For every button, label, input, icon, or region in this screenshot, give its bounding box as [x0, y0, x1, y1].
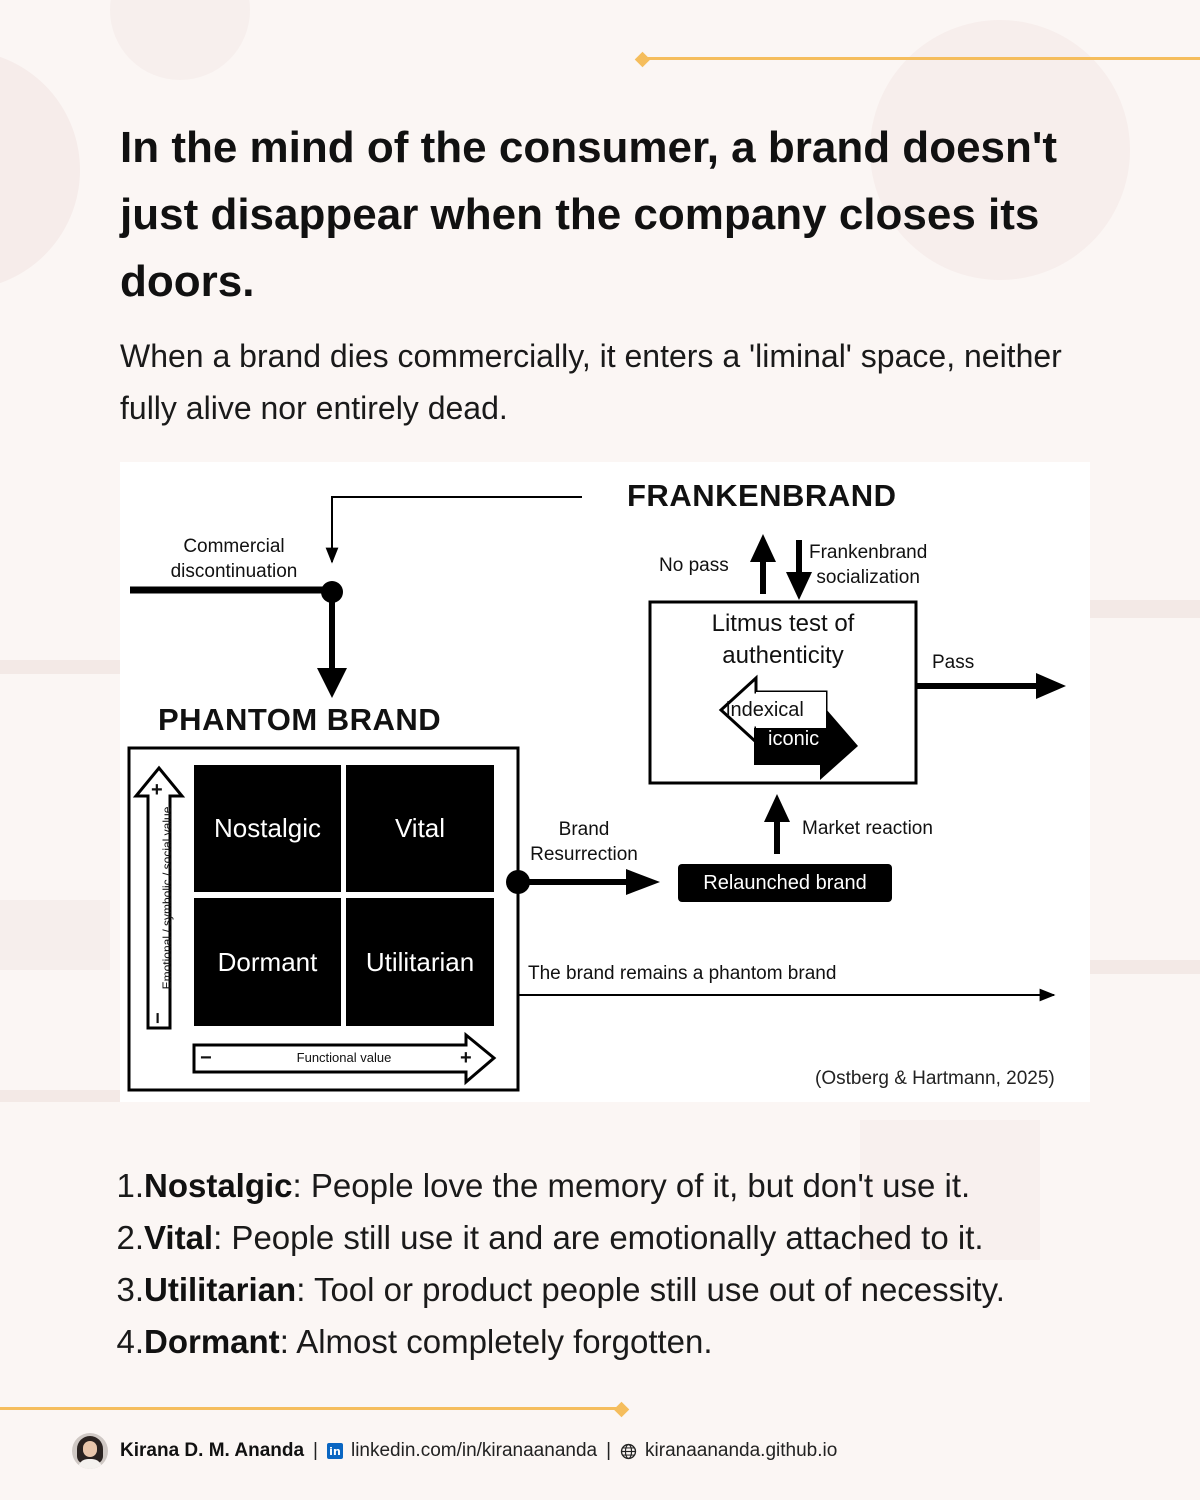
- item-number: 4.: [116, 1323, 144, 1360]
- item-term: Nostalgic: [144, 1167, 293, 1204]
- market-reaction-label: Market reaction: [802, 818, 933, 839]
- brand-lifecycle-diagram: [120, 462, 1090, 1102]
- market-reaction-arrowhead: [764, 794, 790, 822]
- headline: In the mind of the consumer, a brand doesn't just disappear when the company closes its doors.: [120, 123, 1057, 306]
- item-number: 3.: [116, 1271, 144, 1308]
- frankenbrand-title: FRANKENBRAND: [627, 478, 897, 513]
- avatar: [72, 1433, 108, 1469]
- item-description: : People love the memory of it, but don't use it.: [292, 1167, 971, 1204]
- top-divider-line: [644, 57, 1200, 60]
- indexical-label: indexical: [726, 699, 804, 721]
- definition-list: [90, 1160, 1150, 1368]
- list-item: [90, 1160, 1150, 1212]
- phantom-brand-title: PHANTOM BRAND: [158, 702, 442, 737]
- bottom-divider-line: [0, 1407, 620, 1410]
- pass-arrowhead: [1036, 673, 1066, 699]
- item-number: 1.: [116, 1167, 144, 1204]
- list-item: [90, 1212, 1150, 1264]
- down-to-phantom-arrowhead: [317, 668, 347, 698]
- separator: |: [606, 1440, 612, 1461]
- no-pass-label: No pass: [659, 555, 729, 576]
- horizontal-axis-label: Functional value: [296, 1050, 392, 1065]
- vertical-axis-plus: +: [151, 779, 163, 801]
- resurrection-arrowhead: [626, 869, 660, 895]
- relaunched-brand-box: Relaunched brand: [678, 864, 892, 902]
- vertical-axis-minus: −: [145, 1012, 168, 1024]
- item-term: Dormant: [144, 1323, 280, 1360]
- linkedin-icon: in: [327, 1443, 343, 1459]
- author-name: Kirana D. M. Ananda: [120, 1440, 305, 1461]
- list-item: [90, 1264, 1150, 1316]
- item-description: : People still use it and are emotionally attached to it.: [213, 1219, 984, 1256]
- brand-resurrection-label: Brand Resurrection: [530, 819, 638, 865]
- frankenbrand-loop-line: [332, 497, 582, 562]
- list-item: [90, 1316, 1150, 1368]
- no-pass-arrowhead: [750, 534, 776, 562]
- quadrant-utilitarian: Utilitarian: [346, 898, 494, 1026]
- frankenbrand-socialization-label: Frankenbrand socialization: [809, 542, 928, 588]
- quadrant-nostalgic: Nostalgic: [194, 765, 341, 892]
- globe-icon: [620, 1443, 637, 1460]
- linkedin-link[interactable]: linkedin.com/in/kiranaananda: [350, 1440, 598, 1461]
- iconic-label: iconic: [768, 728, 820, 750]
- remains-phantom-label: The brand remains a phantom brand: [528, 963, 837, 984]
- commercial-discontinuation-label: Commercial discontinuation: [170, 536, 298, 582]
- footer: [72, 1432, 837, 1470]
- quadrant-vital: Vital: [346, 765, 494, 892]
- subtitle: When a brand dies commercially, it enters a 'liminal' space, neither fully alive nor entirely dead.: [120, 338, 1062, 426]
- item-description: : Almost completely forgotten.: [279, 1323, 713, 1360]
- horizontal-axis-minus: −: [200, 1047, 212, 1069]
- website-link[interactable]: kiranaananda.github.io: [645, 1440, 838, 1461]
- citation: (Ostberg & Hartmann, 2025): [815, 1068, 1055, 1089]
- quadrant-dormant: Dormant: [194, 898, 341, 1026]
- pass-label: Pass: [932, 652, 975, 673]
- item-description: : Tool or product people still use out of necessity.: [296, 1271, 1005, 1308]
- item-term: Vital: [144, 1219, 214, 1256]
- separator: |: [313, 1440, 318, 1461]
- litmus-test-label: Litmus test of authenticity: [711, 610, 855, 669]
- vertical-axis-label: Emotional / symbolic / social value: [160, 806, 174, 990]
- item-term: Utilitarian: [144, 1271, 297, 1308]
- item-number: 2.: [116, 1219, 144, 1256]
- horizontal-axis-plus: +: [460, 1047, 472, 1069]
